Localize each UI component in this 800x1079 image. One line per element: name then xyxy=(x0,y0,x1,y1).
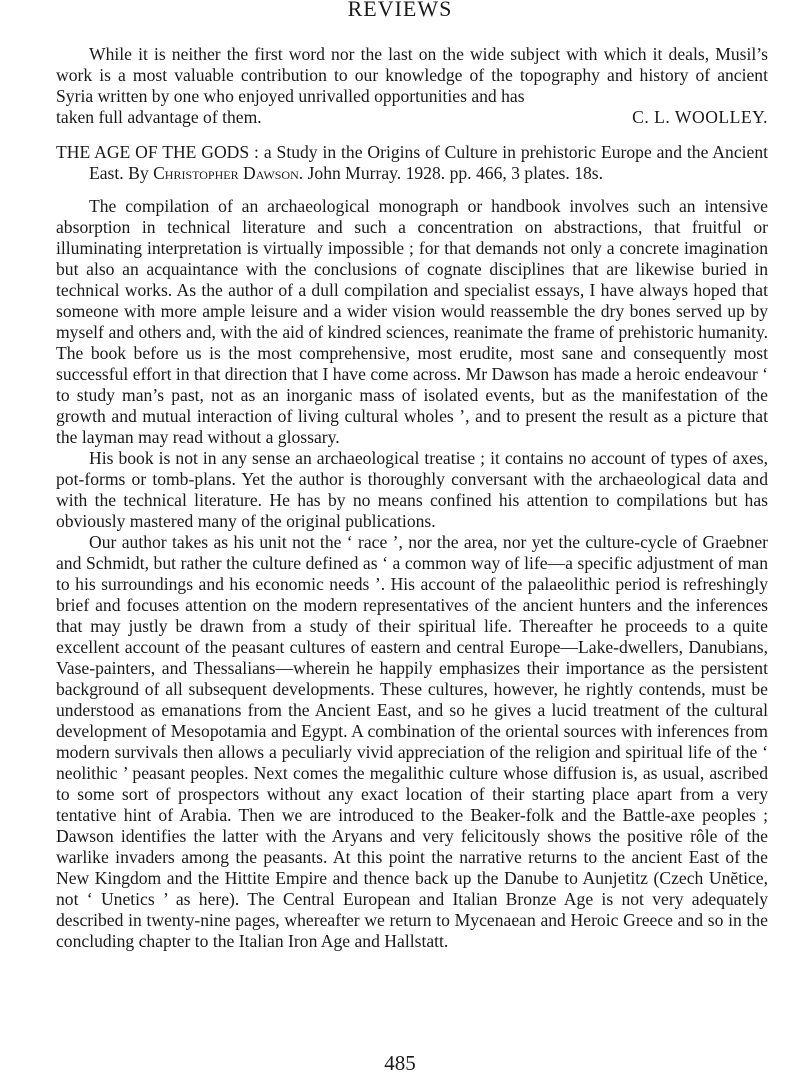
by-label: By xyxy=(128,163,149,183)
prior-review-signature-line xyxy=(56,107,768,128)
publication-details: John Murray. 1928. pp. 466, 3 plates. 18s. xyxy=(307,163,604,183)
review-heading xyxy=(56,142,768,184)
page-number: 485 xyxy=(384,1051,416,1075)
reviewer-name: C. L. WOOLLEY. xyxy=(632,107,768,127)
book-title: THE AGE OF THE GODS : xyxy=(56,142,259,162)
book-subtitle: a Study in the Origins of Culture in prehistoric Europe and the Ancient East. xyxy=(89,142,769,183)
prior-review-text: While it is neither the first word nor the last on the wide subject with which it deals, Musil’s work is a most valuable contribution to our knowledge of the topography and history of ancient Syria written by one who enjoyed unrivalled opportunities and has xyxy=(56,44,768,106)
review-paragraph: His book is not in any sense an archaeological treatise ; it contains no account of types of axes, pot-forms or tomb-plans. Yet the author is thoroughly conversant with the archaeological data and with the technical literature. He has by no means confined his attention to compilations but has obviously mastered many of the original publications. xyxy=(56,448,768,531)
running-head: REVIEWS xyxy=(347,0,453,21)
page-body xyxy=(56,0,768,952)
prior-review-final-line: taken full advantage of them. xyxy=(56,107,262,127)
prior-review-closing-paragraph xyxy=(56,44,768,107)
review-paragraph: Our author takes as his unit not the ‘ race ’, nor the area, nor yet the culture-cycle of Graebner and Schmidt, but rather the culture defined as ‘ a common way of life—a specific adjustment of man to his surroundings and his economic needs ’. His account of the palaeolithic period is refreshingly brief and focuses attention on the modern representatives of the ancient hunters and the inferences that may justly be drawn from a study of their spiritual life. Thereafter he proceeds to a quite excellent account of the peasant cultures of eastern and central Europe—Lake-dwellers, Danubians, Vase-painters, and Thessalians—wherein he happily emphasizes their importance as the persistent background of all subsequent developments. These cultures, however, he rightly contends, must be understood as emanations from the Ancient East, and so he gives a lucid treatment of the cultural development of Mesopotamia and Egypt. A combination of the oriental sources with inferences from modern survivals then allows a peculiarly vivid appreciation of the religion and spiritual life of the ‘ neolithic ’ peasant peoples. Next comes the megalithic culture whose diffusion is, as usual, ascribed to some sort of prospectors without any exact location of their starting place apart from a very tentative hint of Arabia. Then we are introduced to the Beaker-folk and the Battle-axe peoples ; Dawson identifies the latter with the Aryans and very felicitously shows the positive rôle of the warlike invaders among the peasants. At this point the narrative returns to the ancient East of the New Kingdom and the Hittite Empire and thence back up the Danube to Aunjetitz (Czech Unĕtice, not ‘ Unetics ’ as here). The Central European and Italian Bronze Age is not very adequately described in twenty-nine pages, whereafter we return to Mycenaean and Heroic Greece and so in the concluding chapter to the Italian Iron Age and Hallstatt. xyxy=(56,532,768,951)
book-author: Christopher Dawson. xyxy=(153,163,304,183)
review-paragraph: The compilation of an archaeological monograph or handbook involves such an intensive absorption in technical literature and such a concentration on abstractions, that fruitful or illuminating interpretation is virtually impossible ; for that demands not only a concrete imagination but also an acquaintance with the conclusions of cognate disciplines that are likewise buried in technical works. As the author of a dull compilation and specialist essays, I have always hoped that someone with more ample leisure and a wider vision would reassemble the dry bones served up by myself and others and, with the aid of kindred sciences, reanimate the frame of prehistoric humanity. The book before us is the most comprehensive, most erudite, most sane and consequently most successful effort in that direction that I have come across. Mr Dawson has made a heroic endeavour ‘ to study man’s past, not as an inorganic mass of isolated events, but as the manifestation of the growth and mutual interaction of living cultural wholes ’, and to present the result as a picture that the layman may read without a glossary. xyxy=(56,196,768,447)
